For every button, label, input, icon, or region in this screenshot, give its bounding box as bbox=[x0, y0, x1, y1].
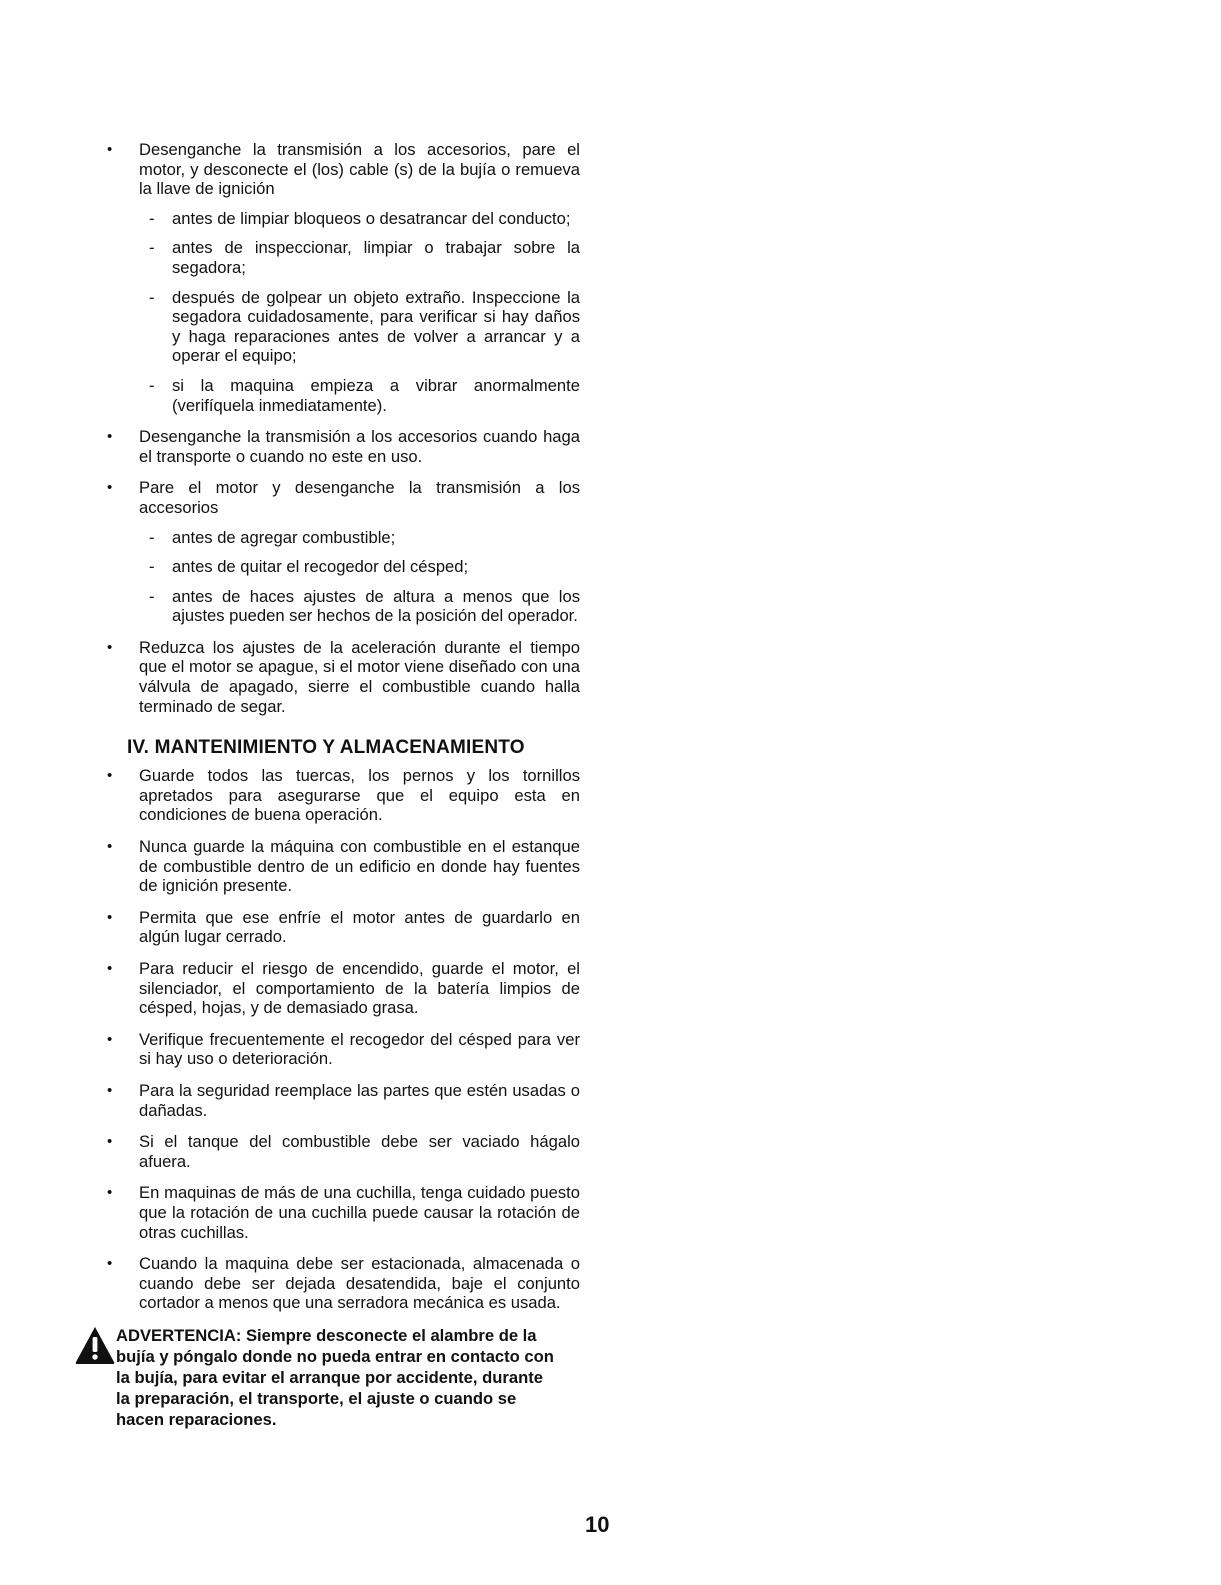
list-item: • Desenganche la transmisión a los accesorios cuando haga el transporte o cuando no este en uso. bbox=[102, 427, 580, 466]
list-item: • Si el tanque del combustible debe ser vaciado hágalo afuera. bbox=[102, 1132, 580, 1171]
list-item: • Verifique frecuentemente el recogedor del césped para ver si hay uso o deterioración. bbox=[102, 1030, 580, 1069]
list-item: • Cuando la maquina debe ser estacionada, almacenada o cuando debe ser dejada desatendida, baje el conjunto cortador a menos que una serradora mecánica es usada. bbox=[102, 1254, 580, 1313]
sub-list-item: - después de golpear un objeto extraño. Inspeccione la segadora cuidadosamente, para verificar si hay daños y haga reparaciones antes de volver a arrancar y a operar el equipo; bbox=[139, 288, 580, 366]
page-content bbox=[102, 140, 580, 1430]
sub-list bbox=[139, 209, 580, 415]
sub-list bbox=[139, 528, 580, 626]
list-item: • Para la seguridad reemplace las partes que estén usadas o dañadas. bbox=[102, 1081, 580, 1120]
list-item: • Desenganche la transmisión a los accesorios, pare el motor, y desconecte el (los) cable (s) de la bujía o remueva la llave de ignición - antes de limpiar bloqueos o desatrancar del conducto; - antes de inspeccionar, limpiar o trabajar sobre la segadora; - después de golpear un objeto extraño. Inspeccione la segadora cuidadosamente, para verificar si hay daños y haga reparaciones antes de volver a arrancar y a operar el equipo; - si la maquina empieza a vibrar anormalmente (verifíquela inmediatamente). bbox=[102, 140, 580, 415]
warning-triangle-icon bbox=[74, 1325, 116, 1365]
warning-block bbox=[116, 1325, 556, 1430]
sub-list-item: - antes de quitar el recogedor del césped; bbox=[139, 557, 580, 577]
sub-list-item: - si la maquina empieza a vibrar anormalmente (verifíquela inmediatamente). bbox=[139, 376, 580, 415]
section-heading: IV. MANTENIMIENTO Y ALMACENAMIENTO bbox=[127, 737, 525, 759]
sub-list-item: - antes de haces ajustes de altura a menos que los ajustes pueden ser hechos de la posición del operador. bbox=[139, 587, 580, 626]
list-item: • Guarde todos las tuercas, los pernos y los tornillos apretados para asegurarse que el equipo esta en condiciones de buena operación. bbox=[102, 766, 580, 825]
list-item: • Reduzca los ajustes de la aceleración durante el tiempo que el motor se apague, si el motor viene diseñado con una válvula de apagado, sierre el combustible cuando halla terminado de segar. bbox=[102, 638, 580, 716]
sub-list-item: - antes de limpiar bloqueos o desatrancar del conducto; bbox=[139, 209, 580, 229]
sub-list-item: - antes de agregar combustible; bbox=[139, 528, 580, 548]
list-item: • Permita que ese enfríe el motor antes de guardarlo en algún lugar cerrado. bbox=[102, 908, 580, 947]
list-item: • Para reducir el riesgo de encendido, guarde el motor, el silenciador, el comportamiento de la batería limpios de césped, hojas, y de demasiado grasa. bbox=[102, 959, 580, 1018]
list-item: • Pare el motor y desenganche la transmisión a los accesorios - antes de agregar combustible; - antes de quitar el recogedor del césped; - antes de haces ajustes de altura a menos que los ajustes pueden ser hechos de la posición del operador. bbox=[102, 478, 580, 626]
page-number: 10 bbox=[585, 1512, 610, 1537]
warning-text: ADVERTENCIA: Siempre desconecte el alambre de la bujía y póngalo donde no pueda entrar en contacto con la bujía, para evitar el arranque por accidente, durante la preparación, el transporte, el ajuste o cuando se hacen reparaciones. bbox=[116, 1325, 554, 1429]
list-item: • Nunca guarde la máquina con combustible en el estanque de combustible dentro de un edificio en donde hay fuentes de ignición presente. bbox=[102, 837, 580, 896]
sub-list-item: - antes de inspeccionar, limpiar o trabajar sobre la segadora; bbox=[139, 238, 580, 277]
list-item: • En maquinas de más de una cuchilla, tenga cuidado puesto que la rotación de una cuchilla puede causar la rotación de otras cuchillas. bbox=[102, 1183, 580, 1242]
